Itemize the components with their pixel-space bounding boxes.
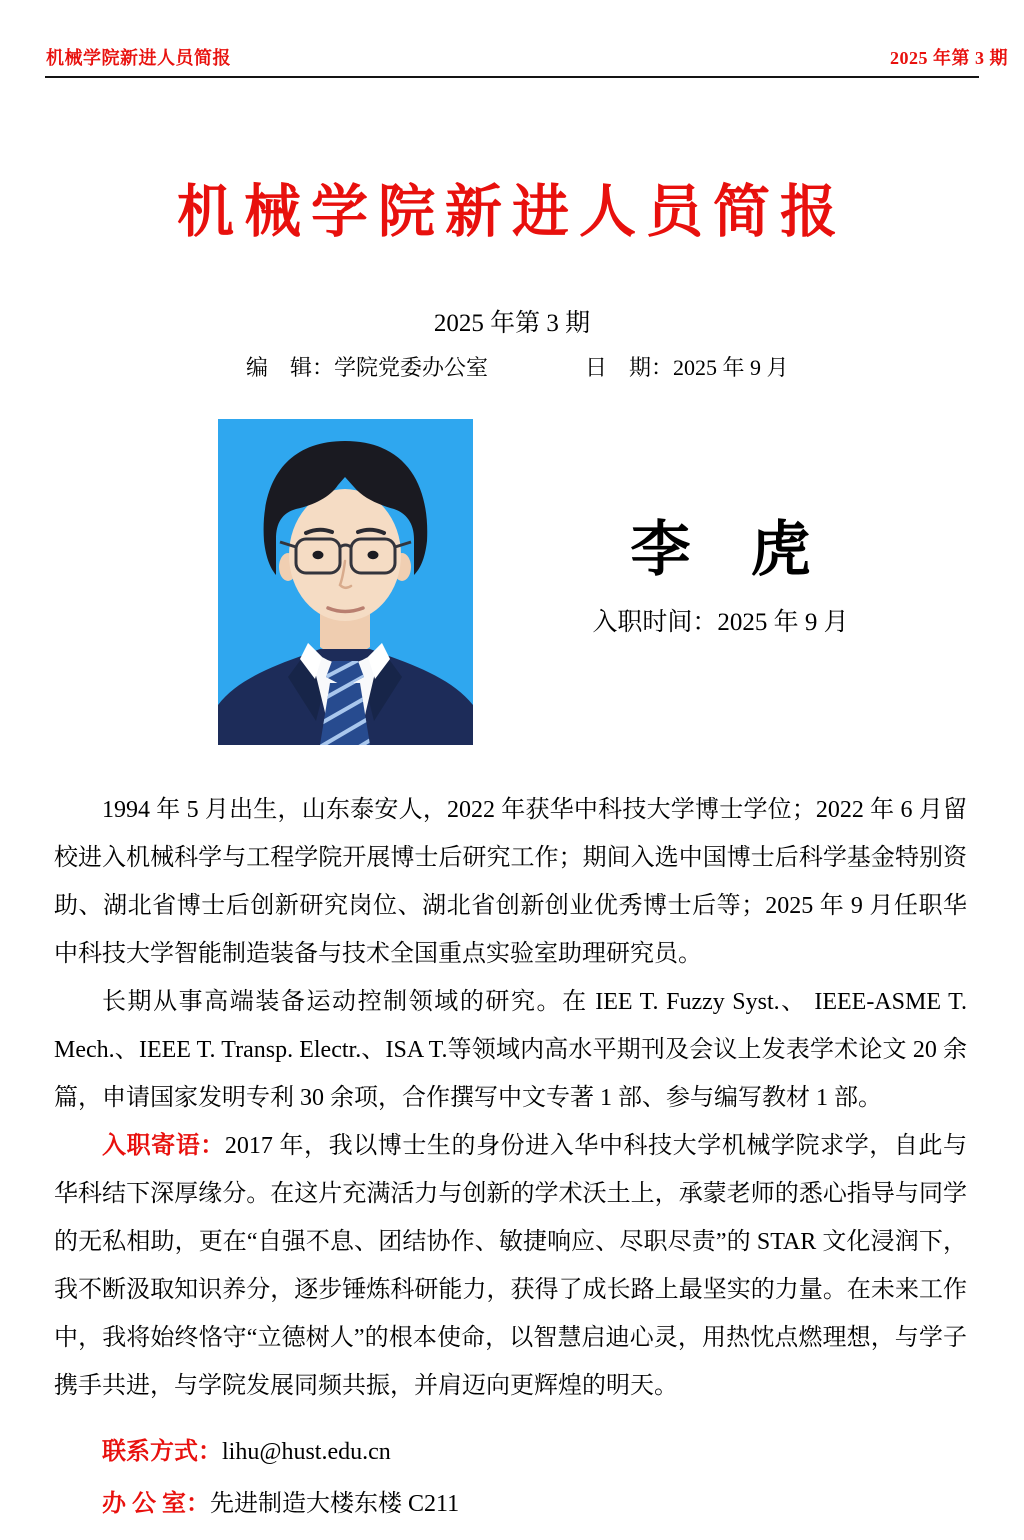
contact-line [54, 1431, 967, 1466]
running-header-left: 机械学院新进人员简报 [46, 48, 231, 68]
paragraph-message [54, 1122, 967, 1410]
editor-line [246, 351, 488, 382]
contact-label: 联系方式： [102, 1439, 222, 1465]
body-text [54, 786, 967, 1410]
office-line [54, 1483, 967, 1518]
office-value: 先进制造大楼东楼 C211 [210, 1491, 460, 1517]
profile-photo [218, 419, 473, 745]
running-header-right: 2025 年第 3 期 [890, 48, 1008, 68]
id-photo-portrait-icon [218, 419, 473, 745]
date-value: 2025 年 9 月 [673, 355, 789, 380]
page-title: 机械学院新进人员简报 [177, 181, 847, 244]
contact-email: lihu@hust.edu.cn [222, 1439, 391, 1465]
paragraph-research: 长期从事高端装备运动控制领域的研究。在 IEE T. Fuzzy Syst.、 IEEE-ASME T. Mech.、IEEE T. Transp. Electr.、ISA T.等领域内高水平期刊及会议上发表学术论文 20 余篇，申请国家发明专利 30 余项，合作撰写中文专著 1 部、参与编写教材 1 部。 [54, 989, 967, 1111]
message-label: 入职寄语： [102, 1133, 225, 1159]
join-date-label: 入职时间： [592, 609, 718, 636]
paragraph-bio: 1994 年 5 月出生，山东泰安人，2022 年获华中科技大学博士学位；2022 年 6 月留校进入机械科学与工程学院开展博士后研究工作；期间入选中国博士后科学基金特别资助、湖北省博士后创新研究岗位、湖北省创新创业优秀博士后等；2025 年 9 月任职华中科技大学智能制造装备与技术全国重点实验室助理研究员。 [54, 797, 967, 967]
join-date-value: 2025 年 9 月 [717, 609, 849, 636]
message-text: 2017 年，我以博士生的身份进入华中科技大学机械学院求学，自此与华科结下深厚缘分。在这片充满活力与创新的学术沃土上，承蒙老师的悉心指导与同学的无私相助，更在“自强不息、团结协作、敏捷响应、尽职尽责”的 STAR 文化浸润下，我不断汲取知识养分，逐步锤炼科研能力，获得了成长路上最坚实的力量。在未来工作中，我将始终恪守“立德树人”的根本使命，以智慧启迪心灵，用热忱点燃理想，与学子携手共进，与学院发展同频共振，并肩迈向更辉煌的明天。 [54, 1133, 968, 1399]
date-label: 日 期： [585, 355, 674, 380]
editor-label: 编 辑： [246, 355, 335, 380]
person-name: 李 虎 [630, 517, 811, 583]
header-rule [45, 76, 979, 78]
issue-number: 2025 年第 3 期 [433, 310, 591, 337]
join-date-line [473, 602, 968, 638]
running-header [46, 44, 1008, 70]
editor-value: 学院党委办公室 [334, 355, 489, 380]
date-line [585, 351, 789, 382]
office-label: 办 公 室： [102, 1491, 210, 1517]
